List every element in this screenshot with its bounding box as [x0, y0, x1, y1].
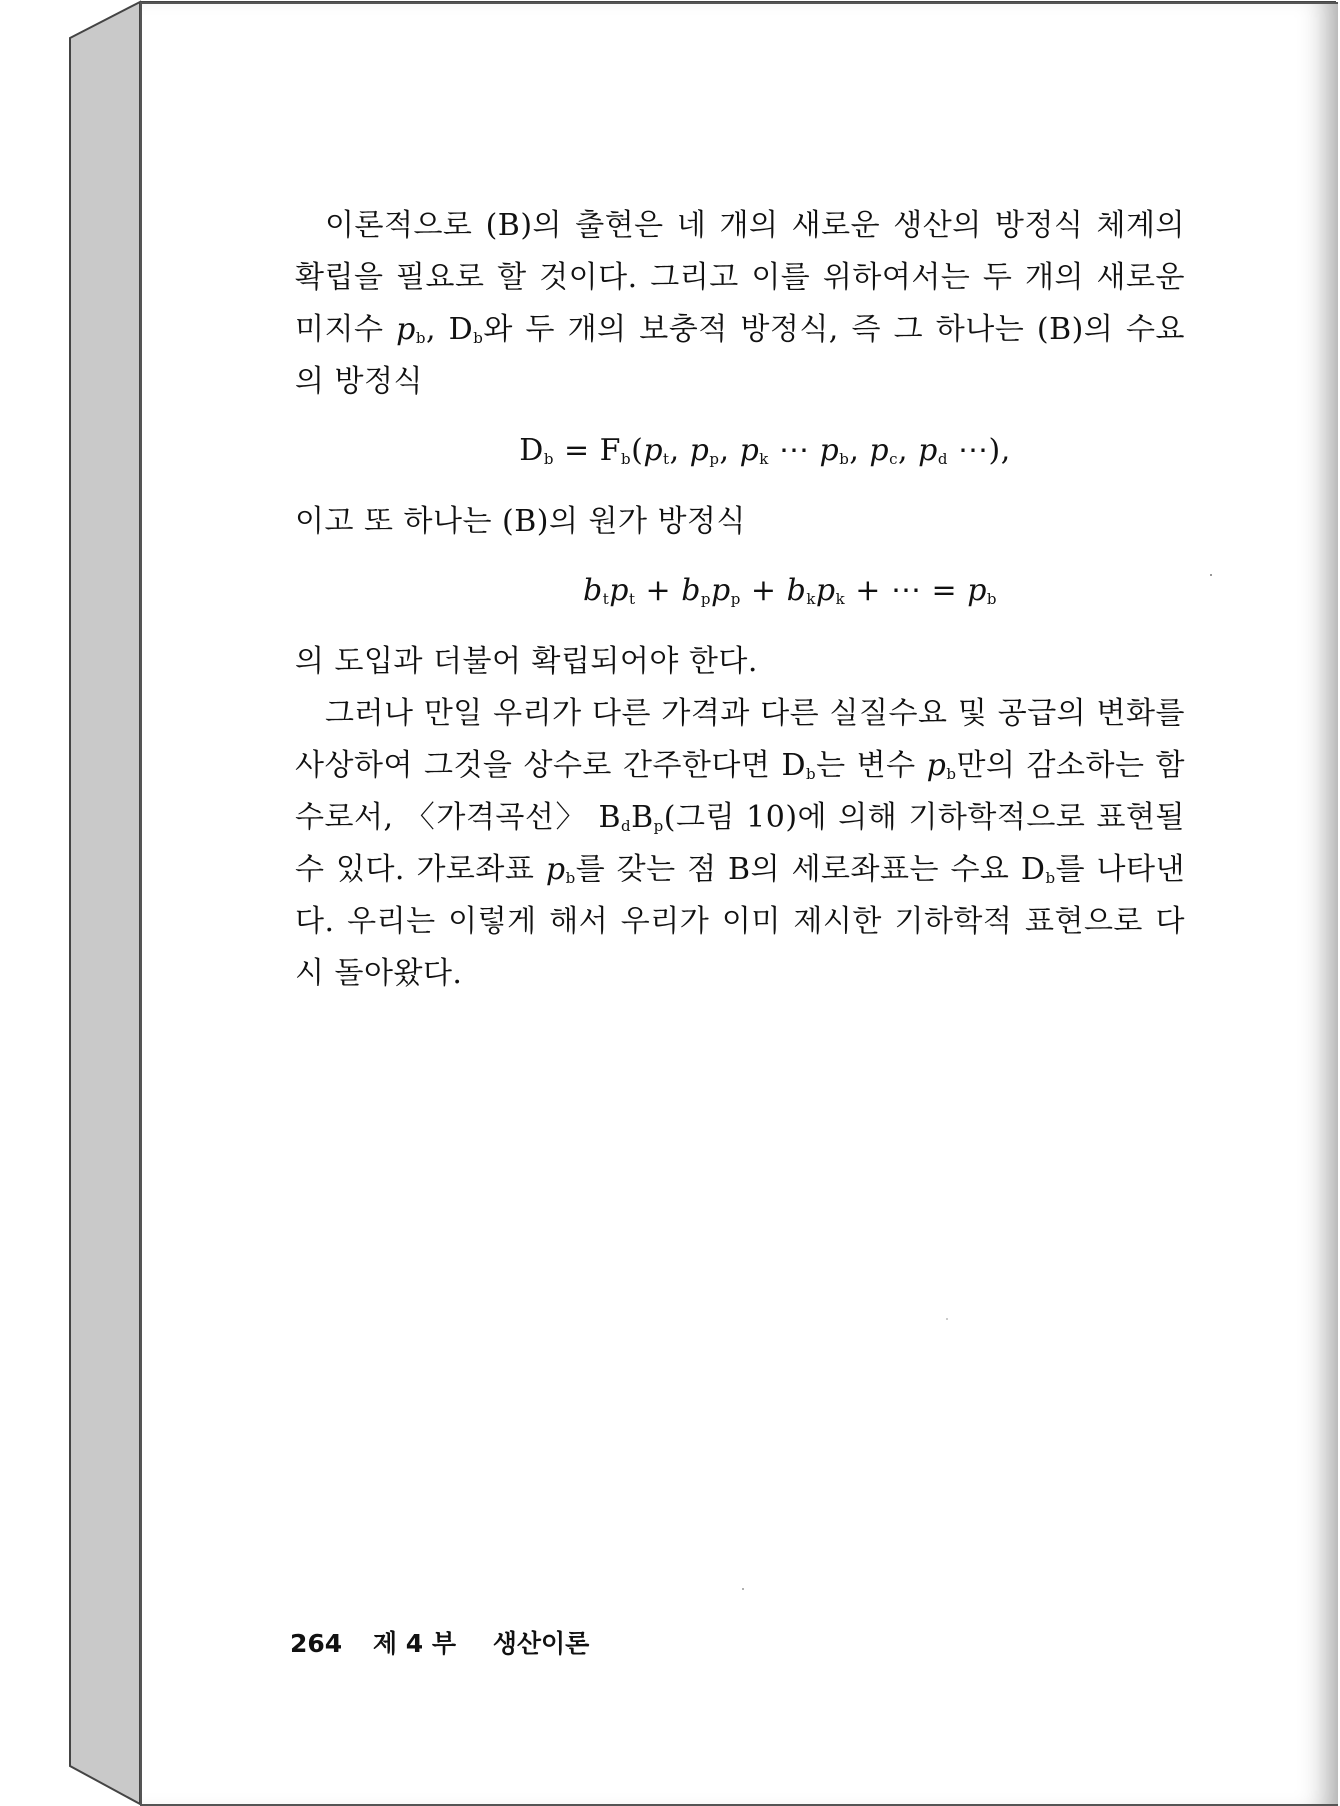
paragraph-2: 이고 또 하나는 (B)의 원가 방정식: [295, 504, 746, 539]
dust-speck: [1210, 574, 1212, 576]
symbol-Bd-Bp: $B_dB_p$: [598, 800, 664, 835]
comma: ,: [425, 312, 436, 347]
body-text: [295, 200, 1185, 1000]
symbol-D-b: $D_b$: [1020, 852, 1056, 887]
p1-mid-text: 와 두 개의 보충적 방정식, 즉 그 하나는 (B)의 수요의 방정식: [295, 312, 1185, 399]
symbol-p-b: $p_b$: [396, 312, 426, 347]
page-footer: [290, 1624, 589, 1660]
dust-speck: [742, 1588, 744, 1590]
symbol-p-b: $p_b$: [545, 852, 576, 887]
cost-equation: $b_tp_t + b_pp_p + b_kp_k$ + ⋯ = $p_b$: [582, 573, 998, 608]
p1-text: 이론적으로 (B)의 출현은 네 개의 새로운 생산의 방정식 체계의 확립을 필요로 할 것이다. 그리고 이를 위하여서는 두 개의 새로운 미지수: [295, 208, 1185, 347]
page-number: 264: [290, 1629, 343, 1658]
symbol-p-b: $p_b$: [926, 748, 957, 783]
part-label: 제 4 부: [372, 1629, 457, 1658]
chapter-title: 생산이론: [492, 1629, 590, 1658]
demand-equation: $D_b = F_b(p_t$, $p_p$, $p_k$ ⋯ $p_b$, $p_c$, $p_d$ ⋯),: [519, 433, 1011, 468]
dust-speck: [946, 1318, 948, 1320]
symbol-D-b: $D_b$: [448, 312, 484, 347]
paragraph-1: [295, 200, 1185, 408]
symbol-D-b: $D_b$: [781, 748, 817, 783]
paragraph-3: 의 도입과 더불어 확립되어야 한다.: [295, 644, 758, 679]
paragraph-4: 그러나 만일 우리가 다른 가격과 다른 실질수요 및 공급의 변화를 사상하여 그것을 상수로 간주한다면 $D_b$는 변수 $p_b$만의 감소하는 함수로서, 〈가격곡선〉 $B_dB_p$(그림 10)에 의해 기하학적으로 표현될 수 있다. 가로좌표 $p_b$를 갖는 점 B의 세로좌표는 수요 $D_b$를 나타낸다. 우리는 이렇게 해서 우리가 이미 제시한 기하학적 표현으로 다시 돌아왔다.: [295, 696, 1185, 991]
